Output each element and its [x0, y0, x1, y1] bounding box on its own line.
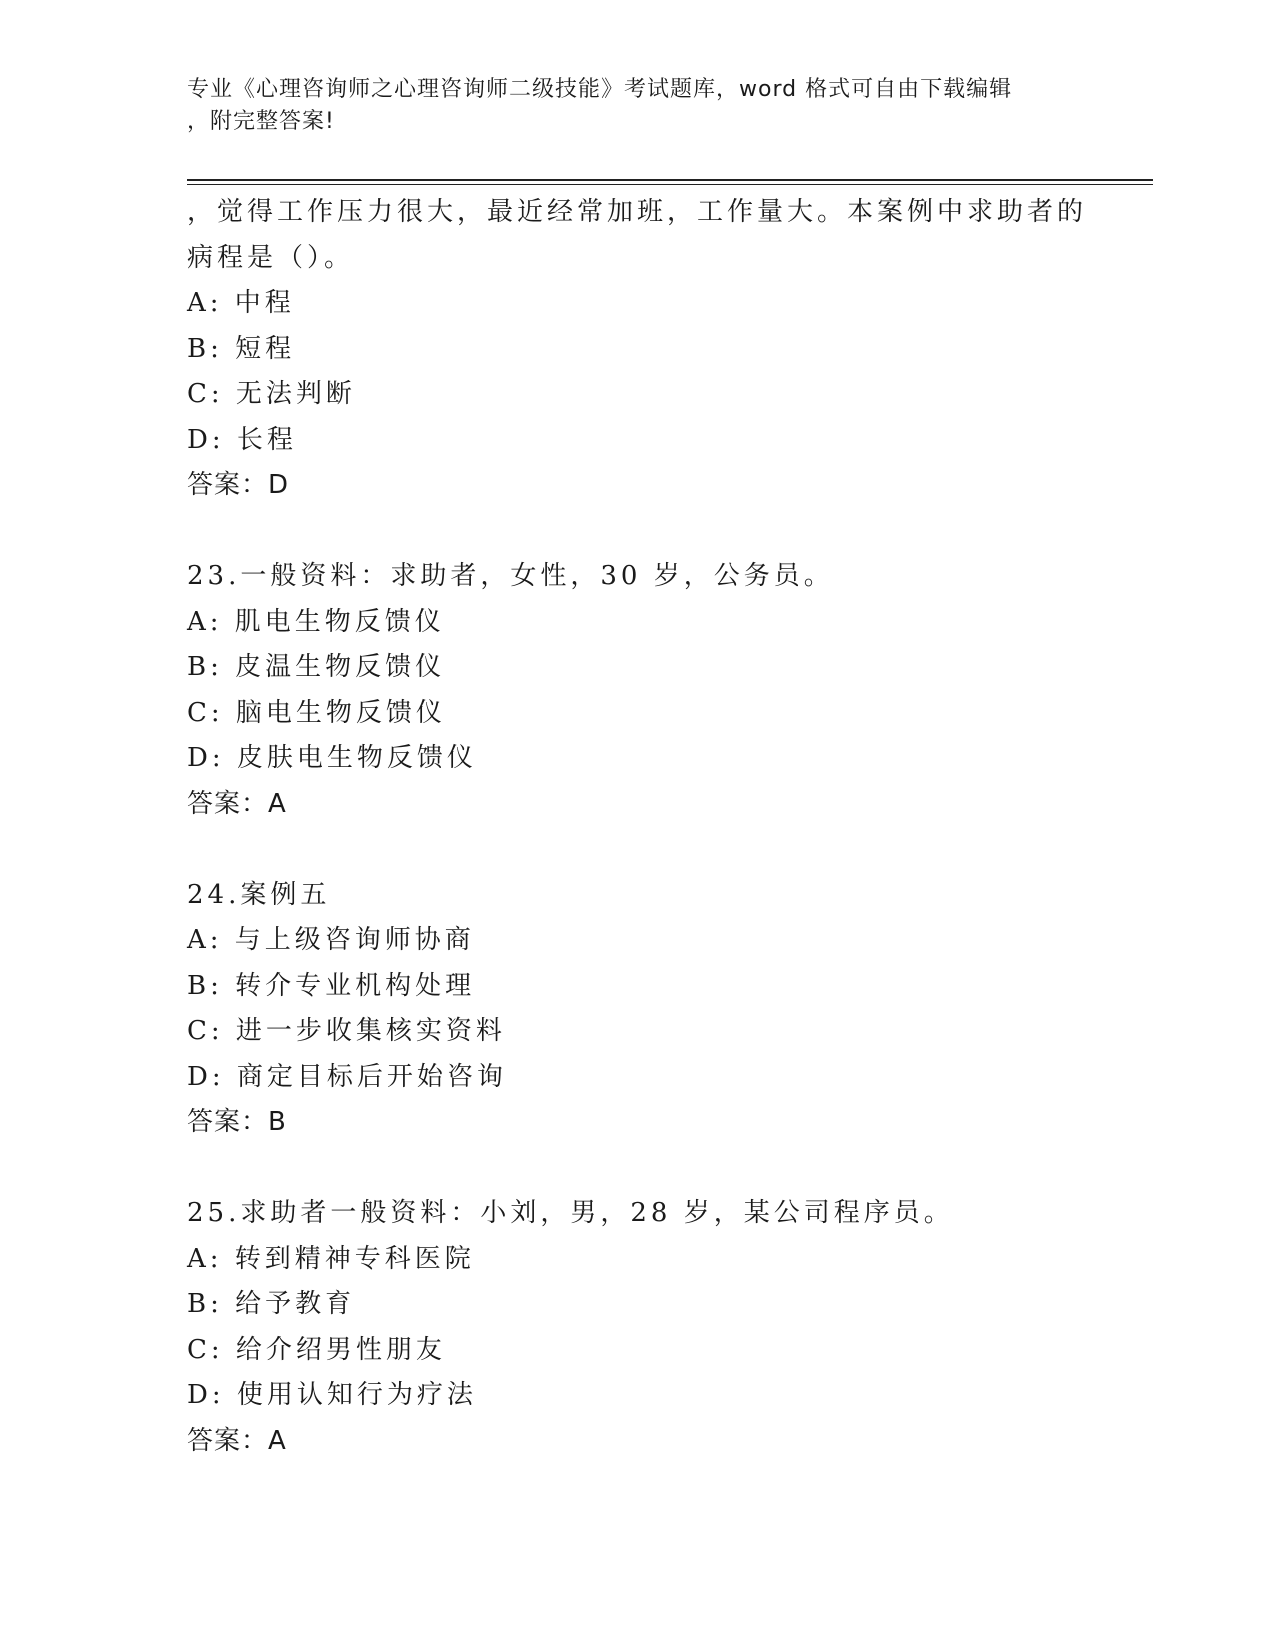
option-b: B: 皮温生物反馈仪 — [187, 652, 446, 682]
question-23 — [187, 554, 1087, 827]
question-continuation — [187, 190, 1087, 509]
answer-line: 答案：B — [187, 1107, 287, 1137]
question-24 — [187, 873, 1087, 1146]
option-a: A: 转到精神专科医院 — [187, 1243, 475, 1274]
option-a: A: 与上级咨询师协商 — [187, 925, 475, 955]
option-d: D: 长程 — [187, 424, 297, 455]
option-c: C: 脑电生物反馈仪 — [187, 697, 446, 728]
header-line-2: ，附完整答案! — [187, 109, 335, 134]
answer-line: 答案：A — [187, 788, 287, 819]
option-c: C: 无法判断 — [187, 379, 356, 409]
spacer — [187, 509, 1087, 555]
question-stem: ，觉得工作压力很大，最近经常加班，工作量大。本案例中求助者的 — [187, 197, 1088, 227]
question-stem: 25.求助者一般资料：小刘，男，28 岁，某公司程序员。 — [187, 1198, 954, 1228]
option-d: D: 使用认知行为疗法 — [187, 1380, 477, 1410]
page-header — [187, 74, 1067, 138]
option-b: B: 转介专业机构处理 — [187, 970, 476, 1001]
header-divider-thin — [187, 184, 1153, 185]
spacer — [187, 827, 1087, 873]
question-stem: 23.一般资料：求助者，女性，30 岁，公务员。 — [187, 561, 834, 591]
answer-line: 答案：A — [187, 1425, 287, 1456]
header-divider — [187, 179, 1153, 181]
spacer — [187, 1146, 1087, 1192]
question-stem: 24.案例五 — [187, 879, 331, 910]
question-25 — [187, 1191, 1087, 1464]
option-b: B: 短程 — [187, 333, 296, 364]
option-d: D: 皮肤电生物反馈仪 — [187, 743, 477, 773]
option-d: D: 商定目标后开始咨询 — [187, 1061, 507, 1092]
option-a: A: 中程 — [187, 288, 295, 318]
question-list — [187, 190, 1087, 1464]
answer-line: 答案：D — [187, 470, 290, 500]
option-c: C: 进一步收集核实资料 — [187, 1016, 506, 1046]
question-stem: 病程是（）。 — [187, 242, 355, 273]
option-c: C: 给介绍男性朋友 — [187, 1334, 446, 1365]
header-line-1: 专业《心理咨询师之心理咨询师二级技能》考试题库，word 格式可自由下载编辑 — [187, 77, 1013, 102]
option-b: B: 给予教育 — [187, 1289, 356, 1319]
option-a: A: 肌电生物反馈仪 — [187, 606, 445, 637]
